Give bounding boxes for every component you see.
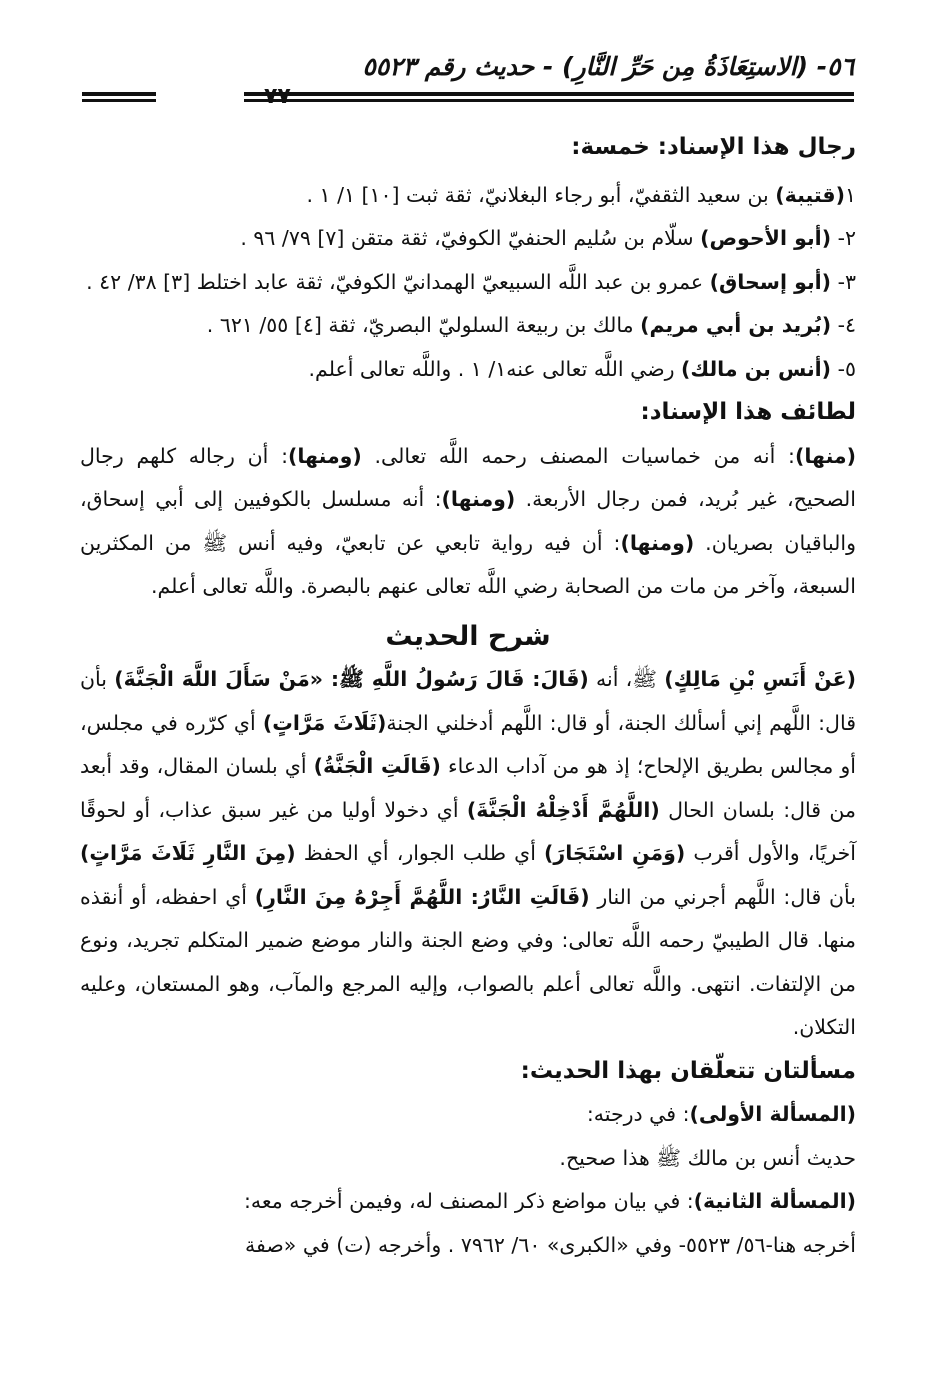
point-text: : أنه من خماسيات المصنف رحمه اللَّه تعالى. [361,443,795,468]
narrator-details: سلّام بن سُليم الحنفيّ الكوفيّ، ثقة متقن [٧] ٧٩/ ٩٦ . [240,226,701,250]
header-rule-short [82,92,156,102]
narrator-number: ٢- [831,226,856,250]
sharh-paragraph [80,658,856,1050]
rijal-heading: رجال هذا الإسناد: خمسة: [571,134,856,160]
point-text: : أن رجاله كلهم رجال الصحيح، غير بُريد، فمن رجال الأربعة. [80,443,856,511]
lataif-paragraph [80,435,856,609]
commentary-text: ﷺ، أنه [588,667,665,691]
hadith-text: (قَالَتِ النَّارُ: اللَّهُمَّ أَجِرْهُ مِنَ النَّارِ) [254,884,590,909]
hadith-text: (قَالَتِ الْجَنَّةُ) [313,754,441,778]
point-text: : أنه مسلسل بالكوفيين إلى أبي إسحاق، والباقيان بصريان. [80,487,856,555]
sharh-heading: شرح الحديث [385,620,551,652]
masala-1 [80,1093,856,1137]
masala-2 [80,1180,856,1224]
masala-label: (المسألة الثانية) [693,1189,856,1213]
narrator-number: ٥- [831,356,856,381]
commentary-text: أي بلسان المقال، وقد أبعد من قال: بلسان الحال [80,754,856,822]
masala-title: : في بيان مواضع ذكر المصنف له، وفيمن أخرجه معه: [243,1189,694,1213]
narrator-list [80,174,856,392]
narrator-details: عمرو بن عبد اللَّه السبيعيّ الهمدانيّ الكوفيّ، ثقة عابد اختلط [٣] ٣٨/ ٤٢ . [86,269,710,294]
narrator-details: رضي اللَّه تعالى عنه١/ ١ . واللَّه تعالى أعلم. [308,356,682,381]
hadith-text: (مِنَ النَّارِ ثَلَاثَ مَرَّاتٍ) [80,841,296,865]
masala-1-body: حديث أنس بن مالك ﷺ هذا صحيح. [559,1145,856,1170]
narrator-item [80,217,856,261]
narrator-item [80,304,856,348]
point-label: (ومنها) [620,530,695,555]
commentary-text: أي كرّره في مجلس، أو مجالس بطريق الإلحاح؛ إذ هو من آداب الدعاء [80,710,857,778]
running-header [82,52,854,109]
hadith-text: (وَمَنِ اسْتَجَارَ) [544,841,686,865]
narrator-item [80,348,856,392]
narrator-name: (أنس بن مالك) [681,356,832,381]
commentary-text: بأن قال: اللَّهم إني أسألك الجنة، أو قال: اللَّهم أدخلني الجنة [80,667,856,735]
hadith-text: (اللَّهُمَّ أَدْخِلْهُ الْجَنَّةَ) [466,797,660,822]
page-body [80,126,856,1267]
lataif-heading: لطائف هذا الإسناد: [640,399,856,425]
point-label: (ومنها) [441,487,516,511]
narrator-name: (بُريد بن أبي مريم) [640,313,832,337]
commentary-text: أي طلب الجوار، أي الحفظ [295,841,545,865]
hadith-text: (ثَلَاثَ مَرَّاتٍ) [262,710,387,735]
chapter-title: ٥٦- (الاستِعَاذَةُ مِن حَرِّ النَّارِ) - حديث رقم ٥٥٢٣ [362,52,854,81]
header-rule [244,92,854,102]
narrator-number: ١ [844,182,856,207]
narrator-item [80,261,856,305]
point-label: (منها) [794,443,856,468]
page-number: ٧٧ [264,84,291,109]
narrator-item [80,174,856,218]
narrator-details: بن سعيد الثقفيّ، أبو رجاء البغلانيّ، ثقة ثبت [١٠] ١/ ١ . [306,182,776,207]
narrator-name: (قتيبة) [775,182,845,207]
point-label: (ومنها) [287,443,362,468]
commentary-text: أي دخولا أوليا من غير سبق عذاب، أو لحوقًا آخريًا، والأول أقرب [80,797,856,865]
narrator-number: ٤- [831,313,856,337]
masala-2-body: أخرجه هنا-٥٦/ ٥٥٢٣- وفي «الكبرى» ٦٠/ ٧٩٦٢ . وأخرجه (ت) في «صفة [245,1232,856,1257]
narrator-details: مالك بن ربيعة السلوليّ البصريّ، ثقة [٤] ٥٥/ ٦٢١ . [206,313,641,337]
masala-label: (المسألة الأولى) [689,1102,856,1126]
commentary-text: أي احفظه، أو أنقذه منها. قال الطيبيّ رحمه اللَّه تعالى: وفي وضع الجنة والنار موضع ضمير المتكلم تجريد، ونوع من الإلتفات. انتهى. واللَّه تعالى أعلم بالصواب، وإليه المرجع والمآب، وهو المستعان، وعليه التكلان. [80,884,856,1039]
narrator-number: ٣- [831,269,856,294]
hadith-text: (قَالَ: قَالَ رَسُولُ اللَّهِ ﷺ: «مَنْ سَأَلَ اللَّهَ الْجَنَّةَ) [114,667,589,691]
narrator-name: (أبو الأحوص) [700,226,832,250]
narrator-name: (أبو إسحاق) [709,269,832,294]
masail-heading: مسألتان تتعلّقان بهذا الحديث: [520,1057,856,1084]
point-text: : أن فيه رواية تابعي عن تابعيّ، وفيه أنس ﷺ من المكثرين السبعة، وآخر من مات من الصحابة رضي اللَّه تعالى عنهم بالبصرة. واللَّه تعالى أعلم. [80,530,856,598]
hadith-text: (عَنْ أَنَسِ بْنِ مَالِكٍ) [664,667,857,691]
commentary-text: بأن قال: اللَّهم أجرني من النار [589,884,856,909]
masala-title: : في درجته: [586,1102,690,1126]
